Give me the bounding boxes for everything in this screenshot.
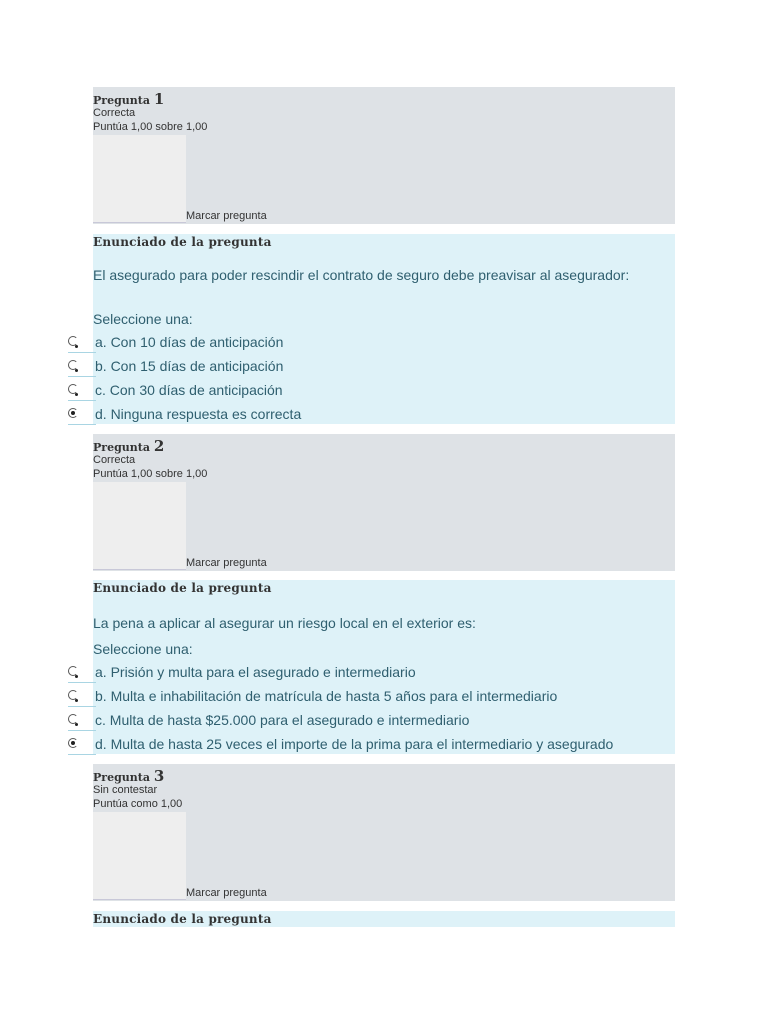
answer-label[interactable]: b. Multa e inhabilitación de matrícula de hasta 5 años para el intermediario (95, 688, 558, 704)
flag-question-link[interactable]: Marcar pregunta (186, 887, 267, 899)
question-3-info (93, 764, 675, 901)
question-1-info (93, 87, 675, 224)
radio-unchecked-icon[interactable] (68, 666, 79, 677)
question-2-content (93, 580, 675, 754)
answer-label[interactable]: c. Con 30 días de anticipación (95, 382, 283, 398)
question-grade: Puntúa 1,00 sobre 1,00 (93, 121, 208, 133)
flag-question-link[interactable]: Marcar pregunta (186, 210, 267, 222)
question-grade: Puntúa como 1,00 (93, 798, 183, 810)
question-state: Correcta (93, 107, 136, 119)
question-grade: Puntúa 1,00 sobre 1,00 (93, 468, 208, 480)
question-number: Pregunta 2 (93, 437, 165, 455)
radio-unchecked-icon[interactable] (68, 690, 79, 701)
question-number: Pregunta 1 (93, 90, 165, 108)
question-heading: Enunciado de la pregunta (93, 581, 272, 595)
answer-label[interactable]: a. Prisión y multa para el asegurado e intermediario (95, 664, 416, 680)
answer-label[interactable]: b. Con 15 días de anticipación (95, 358, 284, 374)
answer-prompt: Seleccione una: (93, 311, 193, 327)
question-3-content (93, 911, 675, 927)
radio-checked-icon[interactable] (68, 408, 79, 419)
question-state: Correcta (93, 454, 136, 466)
flag-area (93, 482, 186, 570)
radio-unchecked-icon[interactable] (68, 360, 79, 371)
flag-area (93, 812, 186, 900)
radio-unchecked-icon[interactable] (68, 384, 79, 395)
flag-area (93, 135, 186, 223)
answer-prompt: Seleccione una: (93, 641, 193, 657)
question-1-content (93, 234, 675, 424)
question-number: Pregunta 3 (93, 767, 165, 785)
answer-label[interactable]: a. Con 10 días de anticipación (95, 334, 284, 350)
question-text: La pena a aplicar al asegurar un riesgo local en el exterior es: (93, 615, 476, 631)
question-2-info (93, 434, 675, 571)
flag-question-link[interactable]: Marcar pregunta (186, 557, 267, 569)
answer-label[interactable]: c. Multa de hasta $25.000 para el asegurado e intermediario (95, 712, 470, 728)
question-heading: Enunciado de la pregunta (93, 235, 272, 249)
answer-label[interactable]: d. Multa de hasta 25 veces el importe de la prima para el intermediario y asegurado (95, 736, 614, 752)
question-state: Sin contestar (93, 784, 158, 796)
question-text: El asegurado para poder rescindir el contrato de seguro debe preavisar al asegurador: (93, 267, 630, 283)
radio-unchecked-icon[interactable] (68, 336, 79, 347)
answer-label[interactable]: d. Ninguna respuesta es correcta (95, 406, 302, 422)
radio-unchecked-icon[interactable] (68, 714, 79, 725)
radio-checked-icon[interactable] (68, 738, 79, 749)
question-heading: Enunciado de la pregunta (93, 912, 272, 926)
